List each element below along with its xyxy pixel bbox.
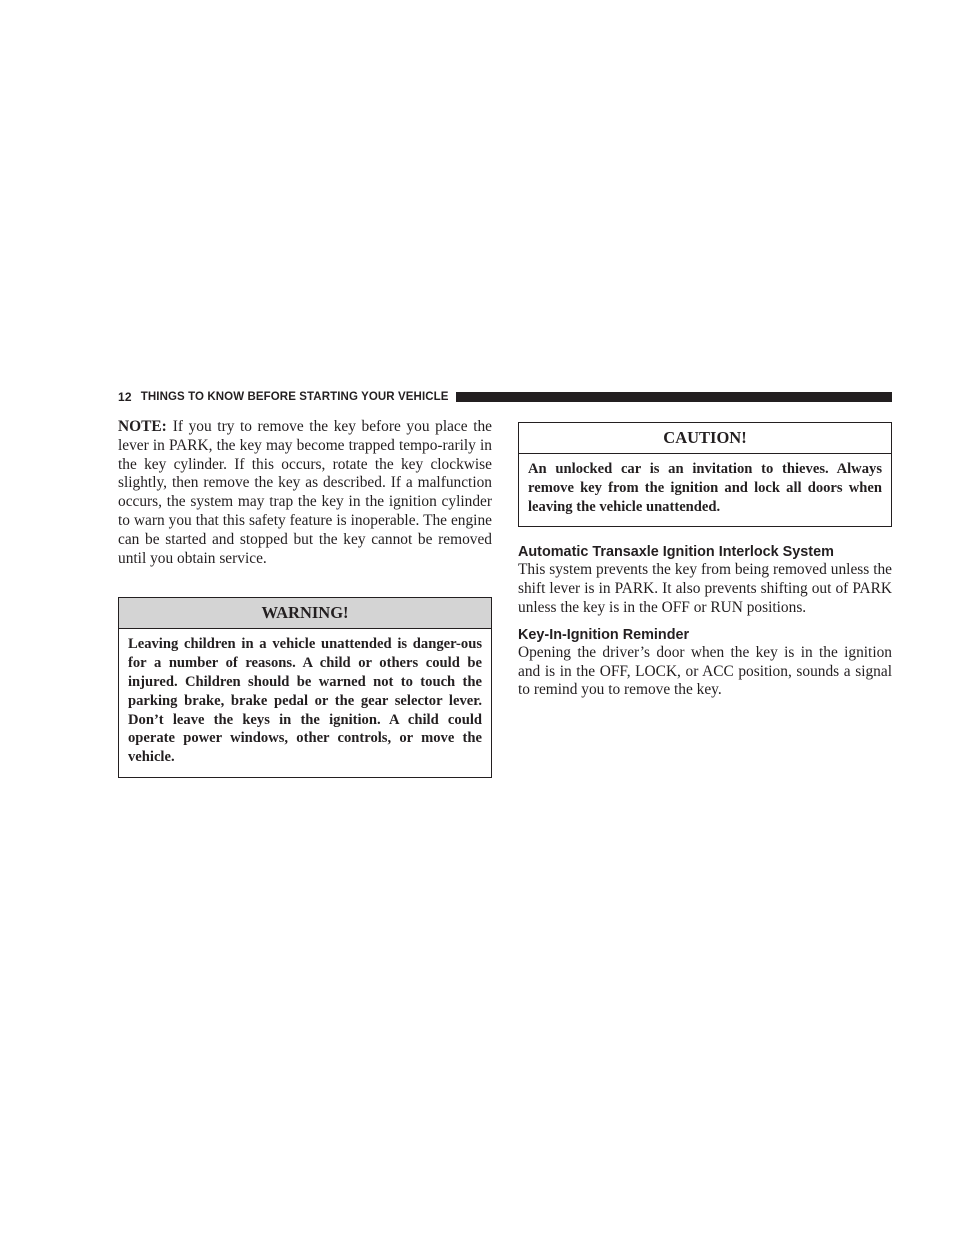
caution-title: CAUTION! bbox=[519, 423, 891, 454]
note-paragraph bbox=[118, 418, 492, 568]
page-header bbox=[118, 389, 892, 405]
left-column bbox=[118, 418, 492, 778]
page-number: 12 bbox=[118, 390, 132, 404]
interlock-heading: Automatic Transaxle Ignition Interlock System bbox=[518, 544, 834, 561]
note-label: NOTE: bbox=[118, 418, 167, 435]
note-text: If you try to remove the key before you place the lever in PARK, the key may become trapped tempo-rarily in the key cylinder. If this occurs, rotate the key clockwise slightly, then remove the key as described. If a malfunction occurs, the system may trap the key in the ignition cylinder to warn you that this safety feature is inoperable. The engine can be started and stopped but the key cannot be removed until you obtain service. bbox=[118, 418, 492, 567]
reminder-heading: Key-In-Ignition Reminder bbox=[518, 626, 690, 643]
caution-text: An unlocked car is an invitation to thieves. Always remove key from the ignition and lock all doors when leaving the vehicle unattended. bbox=[528, 461, 882, 515]
reminder-paragraph: Opening the driver’s door when the key is in the ignition and is in the OFF, LOCK, or ACC position, sounds a signal to remind you to remove the key. bbox=[518, 643, 892, 699]
warning-title: WARNING! bbox=[119, 598, 491, 629]
warning-box bbox=[118, 597, 492, 778]
warning-text: Leaving children in a vehicle unattended is danger-ous for a number of reasons. A child or others could be injured. Children should be warned not to touch the parking brake, brake pedal or the gear selector lever. Don’t leave the keys in the ignition. A child could operate power windows, other controls, or move the vehicle. bbox=[128, 636, 482, 766]
caution-box bbox=[518, 422, 892, 527]
header-rule bbox=[456, 392, 892, 402]
interlock-paragraph: This system prevents the key from being removed unless the shift lever is in PARK. It also prevents shifting out of PARK unless the key is in the OFF or RUN positions. bbox=[518, 561, 892, 616]
right-column bbox=[518, 422, 892, 700]
section-title: THINGS TO KNOW BEFORE STARTING YOUR VEHICLE bbox=[140, 391, 449, 403]
